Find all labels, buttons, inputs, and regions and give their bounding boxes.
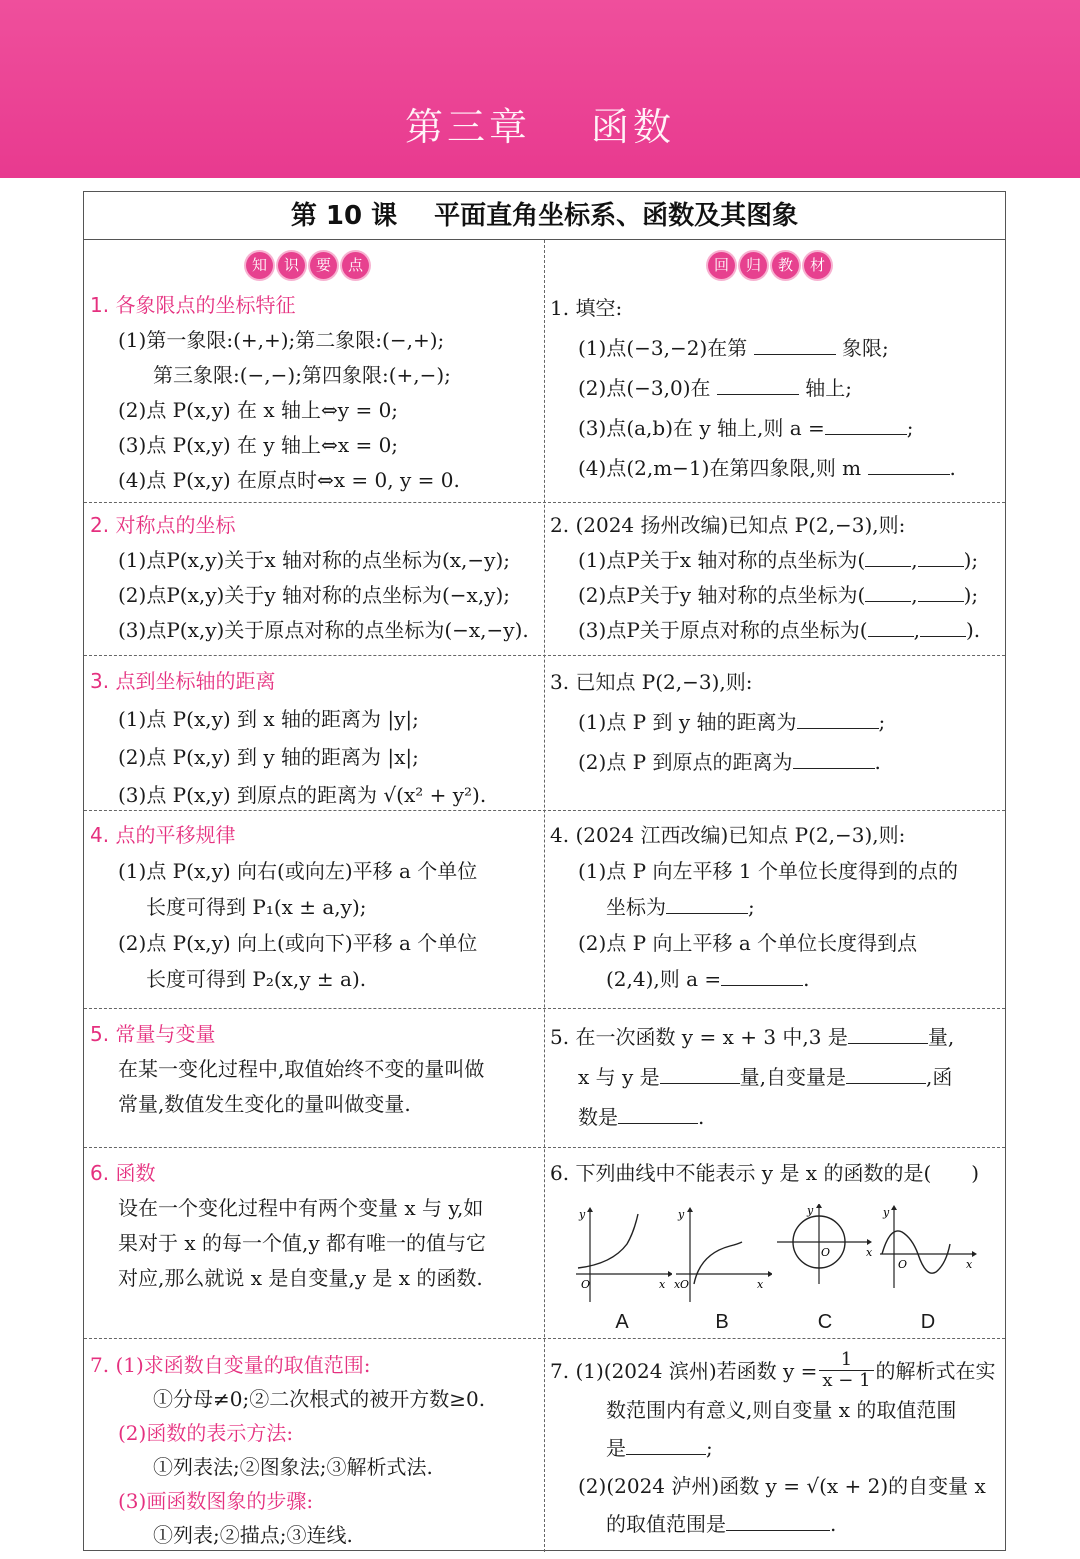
answer-blank[interactable] [626, 1433, 706, 1455]
svg-text:y: y [678, 1208, 685, 1221]
answer-blank[interactable] [918, 580, 964, 602]
text-line: . [803, 967, 810, 991]
chapter-topic: 函数 [591, 105, 676, 149]
answer-blank[interactable] [848, 1022, 928, 1044]
header-badge: 归 [740, 252, 767, 279]
svg-text:O: O [581, 1278, 591, 1291]
answer-blank[interactable] [797, 707, 879, 729]
fraction-numerator: 1 [840, 1349, 853, 1370]
answer-blank[interactable] [666, 892, 748, 914]
lesson-header [84, 192, 1005, 240]
text-line: (1)点P关于x 轴对称的点坐标为( [578, 548, 866, 572]
option-label: C [817, 1311, 833, 1333]
text-line: 在某一变化过程中,取值始终不变的量叫做 [118, 1057, 485, 1081]
chapter-title [0, 96, 1080, 151]
column-divider [544, 240, 545, 1552]
answer-blank[interactable] [754, 333, 836, 355]
header-badge: 知 [246, 252, 273, 279]
text-line: 长度可得到 P₁(x ± a,y); [146, 895, 367, 919]
exercise-title: 6. 下列曲线中不能表示 y 是 x 的函数的是( ) [550, 1161, 980, 1185]
answer-blank[interactable] [865, 580, 911, 602]
answer-blank[interactable] [868, 453, 950, 475]
text-line: 第三象限:(−,−);第四象限:(+,−); [153, 363, 451, 387]
answer-blank[interactable] [846, 1062, 926, 1084]
graph-option-a[interactable] [572, 1204, 672, 1334]
exercise-5 [550, 1017, 1002, 1137]
text-line: (3)点(a,b)在 y 轴上,则 a = [578, 416, 825, 440]
knowledge-section-5 [90, 1017, 538, 1122]
svg-text:x: x [966, 1258, 973, 1271]
graph-option-d[interactable] [878, 1204, 978, 1334]
text-line: (1)点P(x,y)关于x 轴对称的点坐标为(x,−y); [118, 548, 511, 572]
exercise-title: 2. (2024 扬州改编)已知点 P(2,−3),则: [550, 513, 906, 537]
function-graph-options [572, 1204, 1002, 1334]
text-line: 量, [927, 1025, 955, 1049]
textbook-review-header [708, 252, 831, 279]
exercise-2 [550, 508, 1002, 648]
fraction [819, 1350, 873, 1391]
section-title: 6. 函数 [90, 1161, 156, 1185]
text-line: (2)点 P(x,y) 在 x 轴上⇔y = 0; [118, 398, 399, 422]
lesson-table [83, 191, 1006, 1551]
text-line: 是 [606, 1436, 626, 1460]
text-line: ; [906, 416, 914, 440]
text-line: (2)点 P 到原点的距离为 [578, 750, 793, 774]
text-line: (3)点P(x,y)关于原点对称的点坐标为(−x,−y). [118, 618, 529, 642]
exercise-1 [550, 288, 1002, 488]
text-line: 象限; [841, 336, 889, 360]
text-line: (3)点 P(x,y) 在 y 轴上⇔x = 0; [118, 433, 399, 457]
section-title: 7. (1)求函数自变量的取值范围: [90, 1353, 371, 1377]
row-divider [84, 502, 1005, 503]
section-title: 1. 各象限点的坐标特征 [90, 293, 296, 317]
header-badge: 识 [278, 252, 305, 279]
option-label: B [715, 1311, 729, 1333]
text-line: , [911, 548, 918, 572]
text-line: (2,4),则 a = [606, 967, 722, 991]
text-line: (1)点 P(x,y) 到 x 轴的距离为 |y|; [118, 707, 419, 731]
knowledge-section-2 [90, 508, 538, 648]
svg-text:O: O [821, 1246, 831, 1259]
text-line: (2)点P关于y 轴对称的点坐标为( [578, 583, 866, 607]
row-divider [84, 655, 1005, 656]
svg-text:y: y [579, 1208, 586, 1221]
text-line: , [913, 618, 920, 642]
text-line: . [949, 456, 956, 480]
text-line: (2)点(−3,0)在 [578, 376, 711, 400]
option-label: D [920, 1311, 936, 1333]
text-line: (2)点 P(x,y) 到 y 轴的距离为 |x|; [118, 745, 419, 769]
text-line: ); [963, 583, 979, 607]
text-line: 坐标为 [606, 895, 666, 919]
row-divider [84, 1147, 1005, 1148]
answer-blank[interactable] [726, 1509, 830, 1531]
text-line: ; [748, 895, 755, 919]
exercise-title: 1. 填空: [550, 296, 623, 320]
text-line: (2)(2024 泸州)函数 y = √(x + 2)的自变量 x [578, 1474, 986, 1498]
fraction-denominator: x − 1 [819, 1370, 873, 1391]
subsection-title: (3)画函数图象的步骤: [118, 1489, 314, 1513]
answer-blank[interactable] [793, 747, 875, 769]
lesson-title: 平面直角坐标系、函数及其图象 [434, 201, 799, 231]
text-line: ①分母≠0;②二次根式的被开方数≥0. [153, 1387, 486, 1411]
text-line: 的解析式在实 [875, 1358, 996, 1383]
text-line: 5. 在一次函数 y = x + 3 中,3 是 [550, 1025, 848, 1049]
text-line: ; [878, 710, 886, 734]
exercise-6 [550, 1156, 1002, 1191]
text-line: 果对于 x 的每一个值,y 都有唯一的值与它 [118, 1231, 487, 1255]
exercise-title: 3. 已知点 P(2,−3),则: [550, 670, 753, 694]
text-line: 量,自变量是 [739, 1065, 847, 1089]
section-title: 2. 对称点的坐标 [90, 513, 236, 537]
header-badge: 要 [310, 252, 337, 279]
text-line: . [698, 1105, 705, 1129]
text-line: , [911, 583, 918, 607]
knowledge-section-7 [90, 1348, 538, 1552]
svg-text:y: y [807, 1204, 814, 1217]
exercise-4 [550, 817, 1002, 997]
text-line: . [830, 1512, 837, 1536]
text-line: 长度可得到 P₂(x,y ± a). [146, 967, 367, 991]
text-line: ①列表;②描点;③连线. [153, 1523, 353, 1547]
text-line: (1)点 P 到 y 轴的距离为 [578, 710, 797, 734]
svg-text:x: x [757, 1278, 764, 1291]
svg-text:x: x [674, 1278, 681, 1291]
text-line: ,函 [926, 1065, 953, 1089]
svg-text:y: y [883, 1206, 890, 1219]
text-line: ; [706, 1436, 713, 1460]
text-line: 7. (1)(2024 滨州)若函数 y = [550, 1358, 818, 1383]
subsection-title: (2)函数的表示方法: [118, 1421, 294, 1445]
graph-option-b[interactable] [672, 1204, 772, 1334]
knowledge-section-1 [90, 288, 538, 498]
answer-blank[interactable] [717, 373, 799, 395]
graph-option-c[interactable] [775, 1204, 875, 1334]
text-line: 对应,那么就说 x 是自变量,y 是 x 的函数. [118, 1266, 483, 1290]
graph-d-plot [878, 1204, 978, 1304]
row-divider [84, 1338, 1005, 1339]
option-label: A [615, 1311, 629, 1333]
text-line: 数范围内有意义,则自变量 x 的取值范围 [606, 1398, 957, 1422]
section-title: 5. 常量与变量 [90, 1022, 216, 1046]
header-badge: 点 [342, 252, 369, 279]
text-line: ). [965, 618, 981, 642]
exercise-3 [550, 662, 1002, 782]
text-line: (3)点 P(x,y) 到原点的距离为 √(x² + y²). [118, 783, 487, 807]
text-line: (3)点P关于原点对称的点坐标为( [578, 618, 868, 642]
answer-blank[interactable] [660, 1062, 740, 1084]
text-line: (2)点 P 向上平移 a 个单位长度得到点 [578, 931, 918, 955]
svg-text:O: O [898, 1258, 908, 1271]
text-line: (2)点 P(x,y) 向上(或向下)平移 a 个单位 [118, 931, 478, 955]
text-line: ①列表法;②图象法;③解析式法. [153, 1455, 433, 1479]
text-line: (1)点(−3,−2)在第 [578, 336, 748, 360]
text-line: (2)点P(x,y)关于y 轴对称的点坐标为(−x,y); [118, 583, 511, 607]
knowledge-section-6 [90, 1156, 538, 1296]
exercise-7 [550, 1350, 1002, 1543]
header-badge: 材 [804, 252, 831, 279]
text-line: (4)点 P(x,y) 在原点时⇔x = 0, y = 0. [118, 468, 460, 492]
text-line: (1)点 P(x,y) 向右(或向左)平移 a 个单位 [118, 859, 478, 883]
text-line: (4)点(2,m−1)在第四象限,则 m [578, 456, 862, 480]
text-line: . [874, 750, 881, 774]
text-line: ); [963, 548, 979, 572]
knowledge-section-4 [90, 817, 538, 997]
text-line: x 与 y 是 [578, 1065, 660, 1089]
lesson-number: 第 10 课 [290, 201, 398, 231]
text-line: 的取值范围是 [606, 1512, 726, 1536]
knowledge-points-header [246, 252, 369, 279]
header-badge: 教 [772, 252, 799, 279]
text-line: 常量,数值发生变化的量叫做变量. [118, 1092, 411, 1116]
chapter-banner [0, 0, 1080, 178]
section-title: 3. 点到坐标轴的距离 [90, 669, 276, 693]
answer-blank[interactable] [918, 545, 964, 567]
answer-blank[interactable] [868, 615, 914, 637]
knowledge-section-3 [90, 662, 538, 814]
section-title: 4. 点的平移规律 [90, 823, 236, 847]
chapter-number: 第三章 [404, 105, 531, 149]
answer-blank[interactable] [618, 1102, 698, 1124]
answer-blank[interactable] [920, 615, 966, 637]
exercise-title: 4. (2024 江西改编)已知点 P(2,−3),则: [550, 823, 906, 847]
answer-blank[interactable] [865, 545, 911, 567]
answer-blank[interactable] [721, 964, 803, 986]
text-line: 数是 [578, 1105, 618, 1129]
text-line: (1)点 P 向左平移 1 个单位长度得到的点的 [578, 859, 958, 883]
svg-text:x: x [866, 1246, 873, 1259]
svg-text:O: O [680, 1278, 690, 1291]
row-divider [84, 1008, 1005, 1009]
graph-a-plot [572, 1204, 672, 1304]
graph-b-plot [672, 1204, 772, 1304]
text-line: 轴上; [805, 376, 852, 400]
text-line: 设在一个变化过程中有两个变量 x 与 y,如 [118, 1196, 484, 1220]
header-badge: 回 [708, 252, 735, 279]
text-line: (1)第一象限:(+,+);第二象限:(−,+); [118, 328, 445, 352]
graph-c-plot [775, 1204, 875, 1304]
svg-text:x: x [659, 1278, 666, 1291]
answer-blank[interactable] [825, 413, 907, 435]
